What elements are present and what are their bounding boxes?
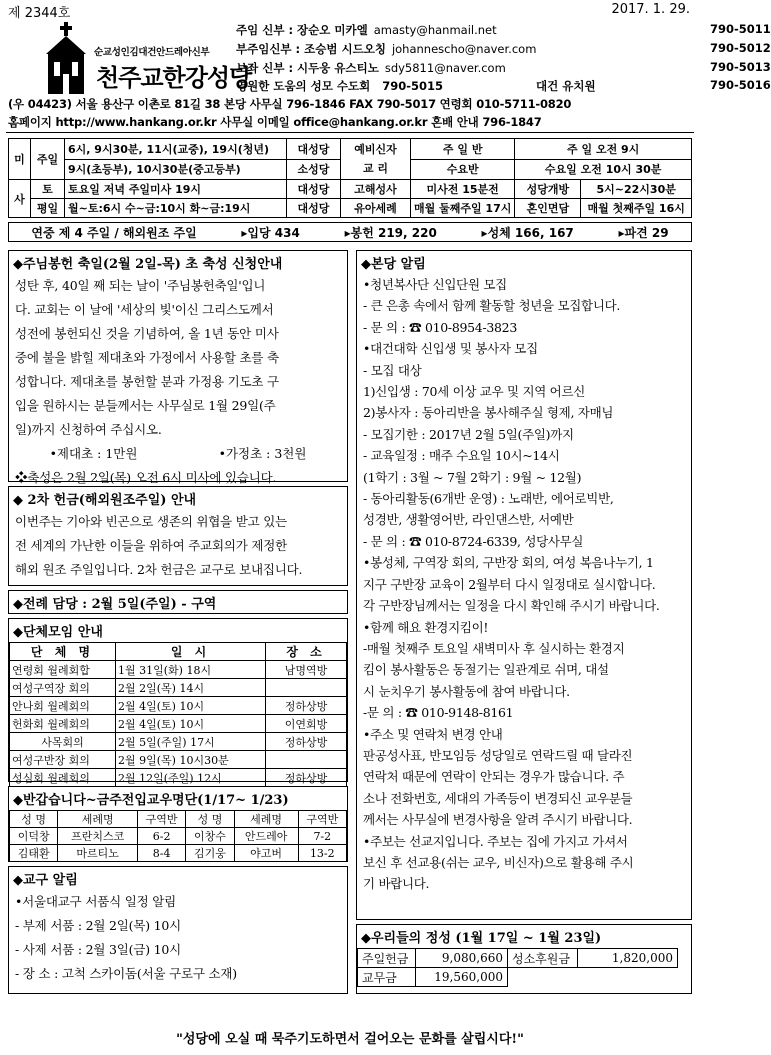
group-place: 이연회방 — [266, 715, 347, 733]
church-open-time: 5시~22시30분 — [581, 180, 692, 199]
sacrament-label: 고해성사 — [341, 180, 411, 199]
cell: 야고버 — [234, 845, 298, 862]
notice-line: 각 구반장님께서는 일정을 다시 확인해 주시기 바랍니다. — [363, 598, 660, 614]
text-line: - 사제 서품 : 2월 3일(금) 10시 — [15, 942, 182, 957]
text-line: 중에 불을 밝힐 제대초와 가정에서 사용할 초를 축 — [15, 350, 279, 365]
class-time: 주 일 오전 9시 — [515, 139, 692, 160]
column-header: 성 명 — [10, 811, 58, 828]
text-line: 이번주는 기아와 빈곤으로 생존의 위협을 받고 있는 — [15, 514, 288, 529]
notice-line: •청년복사단 신입단원 모집 — [363, 277, 507, 292]
table-header-row — [10, 811, 347, 828]
notice-line: •주소 및 연락처 변경 안내 — [363, 726, 503, 742]
notice-line: - 교육일정 : 매주 수요일 10시~14시 — [363, 448, 560, 464]
group-time: 2월 4일(토) 10시 — [116, 715, 266, 733]
staff-role: 부주임신부 : — [236, 42, 301, 56]
table-row — [10, 679, 347, 697]
offering-label: 성소후원금 — [508, 949, 578, 968]
text-line: 성전에 봉헌되신 것을 기념하여, 올 1년 동안 미사 — [15, 326, 279, 341]
kindergarten-label: 대건 유치원 — [536, 79, 596, 93]
staff-name: 시두웅 유스티노 — [297, 61, 379, 75]
address-line: (우 04423) 서울 용산구 이촌로 81길 38 본당 사무실 796-1846 FAX 790-5017 연령회 010-5711-0820 — [8, 97, 572, 111]
staff-email[interactable]: amasty@hanmail.net — [373, 23, 497, 37]
sacrament-time: 미사전 15분전 — [411, 180, 515, 199]
cell: 이덕창 — [10, 828, 58, 845]
section-title: ◆교구 알림 — [13, 873, 78, 888]
table-row — [9, 199, 692, 218]
collection-notice — [8, 486, 348, 586]
notice-line: - 모집 대상 — [363, 362, 422, 378]
section-title: ◆본당 알림 — [361, 257, 426, 272]
column-header: 세례명 — [58, 811, 138, 828]
group-place — [266, 679, 347, 697]
parish-notices — [356, 250, 692, 920]
marriage-label: 혼인면담 — [515, 199, 581, 218]
text-line: - 부제 서품 : 2월 2일(목) 10시 — [15, 918, 182, 933]
notice-line: 께서는 사무실에 변경사항을 알려 주시기 바랍니다. — [363, 812, 633, 828]
group-name: 연령회 월례회합 — [10, 661, 116, 679]
divider — [6, 132, 694, 133]
offering-label: 주일헌금 — [358, 949, 416, 968]
mass-schedule-table — [8, 138, 692, 218]
parish-name: 천주교한강성당 — [96, 63, 252, 92]
mass-times: 토요일 저녁 주일미사 19시 — [65, 180, 287, 199]
table-row — [10, 697, 347, 715]
group-name: 헌화회 월례회의 — [10, 715, 116, 733]
text-line: 해외 원조 주일입니다. 2차 헌금은 교구로 보내집니다. — [15, 562, 303, 577]
cell: 김기웅 — [186, 845, 234, 862]
cell: 마르티노 — [58, 845, 138, 862]
notice-line: -매월 첫째주 토요일 새벽미사 후 실시하는 환경지 — [363, 640, 625, 656]
column-header: 구역반 — [298, 811, 346, 828]
table-row — [10, 828, 347, 845]
mass-day: 주일 — [31, 139, 65, 180]
parish-patron: 순교성인김대건안드레아신부 — [94, 47, 210, 58]
home-candle-price: •가정초 : 3천원 — [218, 446, 307, 461]
notice-line: •함께 해요 환경지킴이! — [363, 619, 489, 635]
group-time: 1월 31일(화) 18시 — [116, 661, 266, 679]
offering-box — [356, 924, 692, 994]
staff-email[interactable]: johannescho@naver.com — [391, 42, 537, 56]
group-place: 정하상방 — [266, 697, 347, 715]
issue-date: 2017. 1. 29. — [611, 2, 690, 17]
text-line: - 장 소 : 고척 스카이돔(서울 구로구 소재) — [15, 966, 237, 981]
mass-day: 평일 — [31, 199, 65, 218]
notice-line: - 동아리활동(6개반 운영) : 노래반, 에어로빅반, — [363, 491, 614, 507]
table-row — [10, 715, 347, 733]
group-time: 2월 12일(주일) 12시 — [116, 769, 266, 787]
notice-line: -문 의 : ☎ 010-9148-8161 — [363, 705, 514, 721]
notice-line: 시 눈치우기 봉사활동에 참여 바랍니다. — [363, 683, 570, 699]
group-place — [266, 751, 347, 769]
group-time: 2월 4일(토) 10시 — [116, 697, 266, 715]
mass-place: 대성당 — [287, 199, 341, 218]
convent-row — [236, 78, 771, 94]
class-name: 주 일 반 — [411, 139, 515, 160]
column-header: 성 명 — [186, 811, 234, 828]
notice-line: - 모집기한 : 2017년 2월 5일(주일)까지 — [363, 426, 574, 442]
notice-line: 연락처 때문에 연락이 안되는 경우가 많습니다. 주 — [363, 769, 625, 785]
cell: 프란치스코 — [58, 828, 138, 845]
convent-phone: 790-5015 — [382, 79, 444, 93]
hymn-offertory: ▸봉헌 219, 220 — [344, 225, 437, 240]
candle-note: ❖축성은 2월 2일(목) 오전 6시 미사에 있습니다. — [15, 470, 277, 485]
notice-line: •대건대학 신입생 및 봉사자 모집 — [363, 341, 538, 357]
hymn-entrance: ▸입당 434 — [241, 225, 300, 240]
column-header: 단 체 명 — [10, 643, 116, 661]
mass-times: 월~토:6시 수~금:10시 화~금:19시 — [65, 199, 287, 218]
baptism-label: 유아세례 — [341, 199, 411, 218]
offering-label: 교무금 — [358, 968, 416, 987]
group-meetings-table — [9, 642, 347, 787]
staff-row — [236, 22, 771, 38]
cell: 6-2 — [137, 828, 185, 845]
section-title: ◆반갑습니다~금주전입교우명단(1/17~ 1/23) — [13, 793, 289, 808]
staff-name: 조승범 시드오칭 — [304, 42, 386, 56]
notice-line: 1)신입생 : 70세 이상 교우 및 지역 어르신 — [363, 384, 586, 400]
table-row — [10, 769, 347, 787]
offering-amount: 19,560,000 — [416, 968, 508, 987]
diocese-notice — [8, 866, 348, 994]
church-open-label: 성당개방 — [515, 180, 581, 199]
new-parishioners-table — [9, 810, 347, 862]
liturgy-notice — [8, 590, 348, 614]
cell: 7-2 — [298, 828, 346, 845]
group-place: 정하상방 — [266, 769, 347, 787]
group-name: 사목회의 — [10, 733, 116, 751]
catechism-label: 예비신자 교 리 — [341, 139, 411, 180]
notice-line: - 큰 은총 속에서 함께 활동할 청년을 모집합니다. — [363, 298, 621, 314]
marriage-time: 매월 첫째주일 16시 — [581, 199, 692, 218]
text-line: 입을 원하시는 분들께서는 사무실로 1월 29일(주 — [15, 398, 276, 413]
offering-table — [357, 948, 678, 987]
text-line: 일)까지 신청하여 주십시오. — [15, 422, 162, 437]
sunday-hymns-bar — [8, 222, 692, 242]
group-name: 안나회 월례회의 — [10, 697, 116, 715]
notice-line: •주보는 선교지입니다. 주보는 집에 가지고 가셔서 — [363, 833, 628, 849]
mass-times: 9시(초등부), 10시30분(중고등부) — [65, 159, 287, 180]
convent-label: 영원한 도움의 성모 수도회 — [236, 79, 371, 93]
group-name: 여성구반장 회의 — [10, 751, 116, 769]
notice-line: - 문 의 : ☎ 010-8954-3823 — [363, 319, 517, 335]
notice-line: 판공성사표, 반모임등 성당일로 연락드릴 때 달라진 — [363, 747, 633, 763]
notice-line: 보신 후 선교용(쉬는 교우, 비신자)으로 활용해 주시 — [363, 854, 634, 870]
group-name: 여성구역장 회의 — [10, 679, 116, 697]
church-logo-icon — [38, 20, 98, 100]
kindergarten-phone: 790-5016 — [710, 78, 771, 92]
notice-line: 2)봉사자 : 동아리반을 봉사해주실 형제, 자매님 — [363, 405, 614, 421]
notice-line: - 문 의 : ☎ 010-8724-6339, 성당사무실 — [363, 533, 584, 549]
text-line: 성탄 후, 40일 째 되는 날이 '주님봉헌축일'입니 — [15, 278, 266, 293]
cell: 13-2 — [298, 845, 346, 862]
table-row — [10, 845, 347, 862]
baptism-time: 매월 둘째주일 17시 — [411, 199, 515, 218]
column-header: 장 소 — [266, 643, 347, 661]
notice-line: 기 바랍니다. — [363, 876, 430, 892]
staff-role: 보좌 신부 : — [236, 61, 294, 75]
mass-side-label: 사 — [9, 180, 31, 218]
column-header: 일 시 — [116, 643, 266, 661]
cell: 8-4 — [137, 845, 185, 862]
group-time: 2월 5일(주일) 17시 — [116, 733, 266, 751]
group-time: 2월 9일(목) 10시30분 — [116, 751, 266, 769]
mass-times: 6시, 9시30분, 11시(교중), 19시(청년) — [65, 139, 287, 160]
cell: 김태환 — [10, 845, 58, 862]
staff-phone: 790-5013 — [710, 60, 771, 74]
notice-line: •봉성체, 구역장 회의, 구반장 회의, 여성 복음나누기, 1 — [363, 555, 654, 571]
mass-place: 소성당 — [287, 159, 341, 180]
text-line: •서울대교구 서품식 일정 알림 — [15, 894, 176, 909]
cell: 이창수 — [186, 828, 234, 845]
staff-row — [236, 41, 771, 57]
group-name: 성심회 월례회의 — [10, 769, 116, 787]
staff-name: 장순오 미카엘 — [297, 23, 368, 37]
staff-email[interactable]: sdy5811@naver.com — [384, 61, 506, 75]
table-row — [10, 733, 347, 751]
class-name: 수요반 — [411, 159, 515, 180]
notice-line: 성경반, 생활영어반, 라인댄스반, 서예반 — [363, 512, 574, 528]
class-time: 수요일 오전 10시 30분 — [515, 159, 692, 180]
footer-slogan: "성당에 오실 때 묵주기도하면서 걸어오는 문화를 살립시다!" — [176, 1032, 524, 1047]
new-parishioners — [8, 786, 348, 862]
sunday-title: 연중 제 4 주일 / 해외원조 주일 — [31, 225, 197, 240]
offering-amount: 9,080,660 — [416, 949, 508, 968]
hymn-recessional: ▸파견 29 — [618, 225, 669, 240]
staff-role: 주임 신부 : — [236, 23, 294, 37]
section-title: ◆ 2차 헌금(해외원조주일) 안내 — [13, 493, 197, 508]
column-header: 세례명 — [234, 811, 298, 828]
notice-line: (1학기 : 3월 ~ 7월 2학기 : 9월 ~ 12월) — [363, 469, 582, 485]
mass-place: 대성당 — [287, 139, 341, 160]
text-line: 다. 교회는 이 날에 '세상의 빛'이신 그리스도께서 — [15, 302, 274, 317]
text-line: 성합니다. 제대초를 봉헌할 분과 가정용 기도초 구 — [15, 374, 279, 389]
table-header-row — [10, 643, 347, 661]
table-row — [9, 139, 692, 160]
notice-line: 지구 구반장 교육이 2월부터 다시 일정대로 실시합니다. — [363, 576, 656, 592]
table-row — [10, 751, 347, 769]
mass-day: 토 — [31, 180, 65, 199]
table-row — [358, 949, 678, 968]
contact-line: 홈페이지 http://www.hankang.or.kr 사무실 이메일 office@hankang.or.kr 혼배 안내 796-1847 — [8, 115, 542, 129]
section-title: ◆단체모임 안내 — [13, 625, 103, 640]
group-place: 남명역방 — [266, 661, 347, 679]
staff-phone: 790-5012 — [710, 41, 771, 55]
staff-phone: 790-5011 — [710, 22, 771, 36]
group-meetings — [8, 618, 348, 785]
cell: 안드레아 — [234, 828, 298, 845]
table-row — [9, 180, 692, 199]
issue-number: 제 2344호 — [8, 6, 71, 21]
mass-place: 대성당 — [287, 180, 341, 199]
section-title: ◆우리들의 정성 (1월 17일 ~ 1월 23일) — [361, 931, 602, 946]
staff-row — [236, 60, 771, 76]
group-time: 2월 2일(목) 14시 — [116, 679, 266, 697]
column-header: 구역반 — [137, 811, 185, 828]
candle-notice — [8, 250, 348, 485]
mass-side-label: 미 — [9, 139, 31, 180]
hymn-communion: ▸성체 166, 167 — [481, 225, 574, 240]
altar-candle-price: •제대초 : 1만원 — [49, 446, 138, 461]
section-title: ◆전례 담당 : 2월 5일(주일) - 구역 — [13, 597, 217, 612]
notice-line: 소나 전화번호, 세대의 가족등이 변경되신 교우분들 — [363, 790, 633, 806]
section-title: ◆주님봉헌 축일(2월 2일-목) 초 축성 신청안내 — [13, 257, 283, 272]
notice-line: 킴이 봉사활동은 동절기는 일관계로 쉬며, 대설 — [363, 662, 609, 678]
group-place: 정하상방 — [266, 733, 347, 751]
text-line: 전 세계의 가난한 이들을 위하여 주교회의가 제정한 — [15, 538, 288, 553]
table-row — [10, 661, 347, 679]
offering-amount: 1,820,000 — [578, 949, 678, 968]
table-row — [358, 968, 678, 987]
